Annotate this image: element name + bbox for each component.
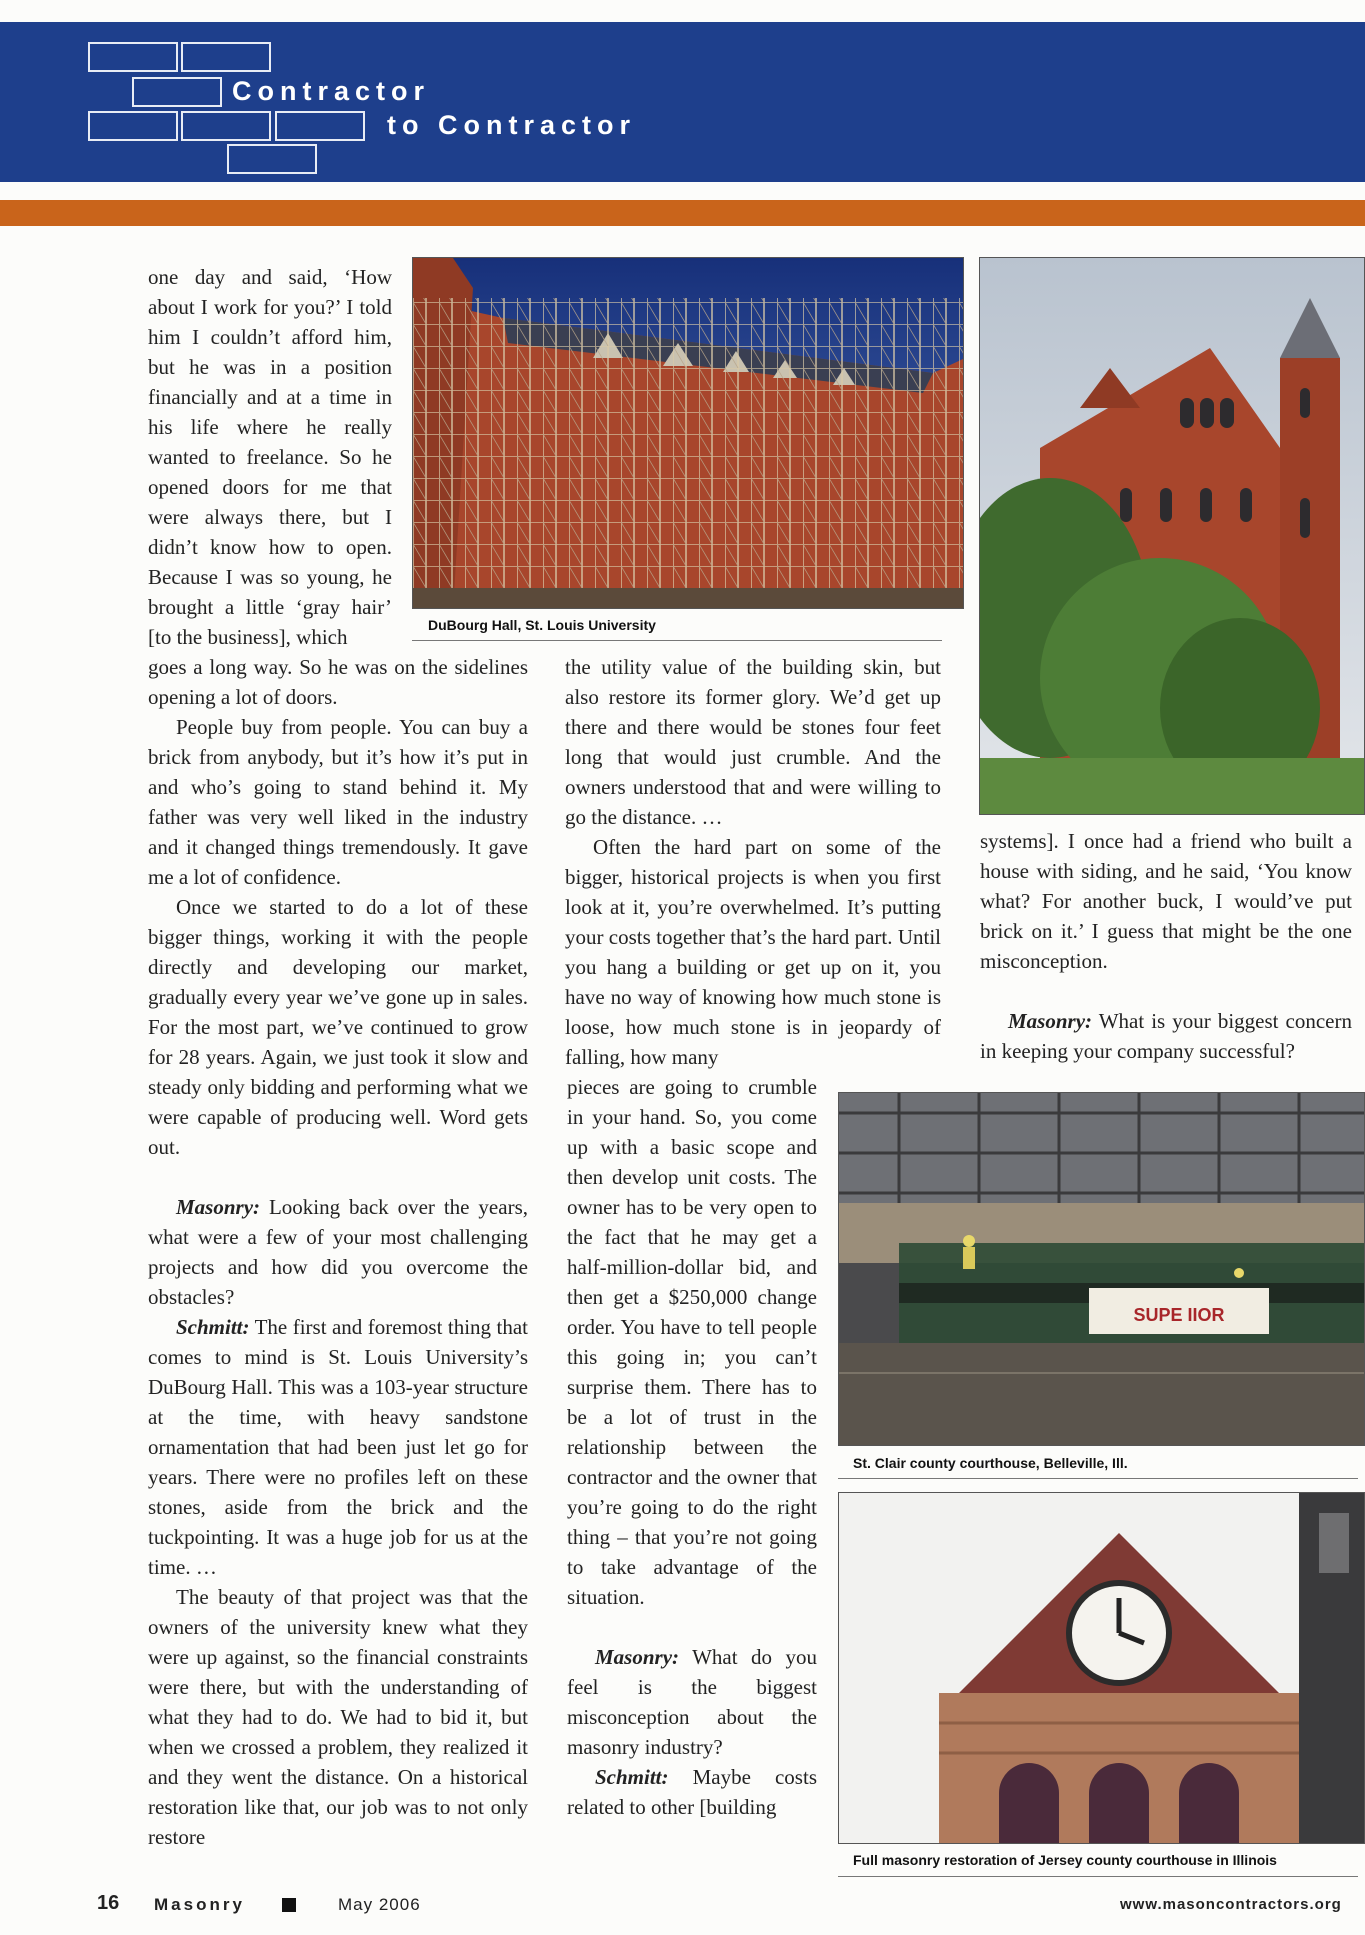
st-clair-courthouse-photo (838, 1092, 1365, 1446)
brick-logo-block (181, 111, 271, 141)
magazine-name: Masonry (154, 1895, 245, 1914)
brick-logo-block (227, 144, 317, 174)
caption-rule (838, 1478, 1358, 1479)
answer-paragraph: Schmitt: Maybe costs related to other [building (567, 1765, 817, 1819)
paragraph: the utility value of the building skin, but also restore its former glory. We’d get up there and there would be stones four feet long that would just crumble. And the owners understood that and were willing to go the distance. … (565, 655, 941, 829)
section-title-line1: Contractor (232, 76, 431, 106)
st-clair-caption: St. Clair county courthouse, Belleville, Ill. (853, 1455, 1128, 1471)
banner-text: SUPE IIOR (1133, 1305, 1225, 1325)
paragraph: one day and said, ‘How about I work for you?’ I told him I couldn’t afford him, but he was in a position financially and at a time in his life where he really wanted to freelance. So he opened doors for me that were always there, but I didn’t know how to open. Because I was so young, he brought a little ‘gray hair’ [to the business], which (148, 265, 392, 649)
question-paragraph: Masonry: Looking back over the years, what were a few of your most challenging projects and how did you overcome the obstacles? (148, 1195, 528, 1309)
page-number: 16 (97, 1892, 120, 1914)
brick-building-photo (979, 257, 1365, 815)
brick-logo-block (88, 42, 178, 72)
website-url: www.masoncontractors.org (1120, 1896, 1342, 1913)
paragraph: goes a long way. So he was on the sidelines opening a lot of doors. (148, 655, 528, 709)
paragraph: The beauty of that project was that the owners of the university knew what they were up against, so the financial constraints were there, but with the understanding of what they had to do. We had to bid it, but when we crossed a problem, they realized it and they went the distance. On a historical restoration like that, our job was to not only restore (148, 1585, 528, 1849)
question-paragraph: Masonry: What do you feel is the biggest misconception about the masonry industry? (567, 1645, 817, 1759)
paragraph: Once we started to do a lot of these bigger things, working it with the people directly and developing our market, gradually every year we’ve gone up in sales. For the most part, we’ve continued to grow for 28 years. Again, we just took it slow and steady only bidding and performing what we were capable of producing well. Word gets out. (148, 895, 528, 1159)
banner-gap (0, 182, 1365, 200)
brick-logo-block (132, 77, 222, 107)
speaker-label: Schmitt: (176, 1315, 250, 1339)
speaker-label: Schmitt: (595, 1765, 669, 1789)
article-column-2-narrow (567, 1072, 817, 1822)
orange-stripe (0, 200, 1365, 226)
caption-rule (838, 1876, 1358, 1877)
jersey-courthouse-photo (838, 1492, 1365, 1844)
speaker-label: Masonry: (595, 1645, 680, 1669)
paragraph: Often the hard part on some of the bigger, historical projects is when you first look at it, you’re overwhelmed. It’s putting your costs together that’s the hard part. Until you hang a building or get up on it, you have no way of knowing how much stone is loose, how much stone is in jeopardy of falling, how many (565, 835, 941, 1069)
issue-date: May 2006 (338, 1895, 421, 1914)
speaker-label: Masonry: (1008, 1009, 1093, 1033)
question-paragraph: Masonry: What is your biggest concern in keeping your company successful? (980, 1009, 1352, 1063)
dubourg-hall-photo (412, 257, 964, 609)
footer-square-icon (282, 1898, 296, 1912)
section-title-line2: to Contractor (387, 110, 636, 140)
article-column-1 (148, 652, 528, 1852)
caption-rule (412, 640, 942, 641)
st-clair-courthouse-image (839, 1093, 1365, 1446)
dubourg-hall-image (413, 258, 964, 609)
brick-logo-block (275, 111, 365, 141)
paragraph: pieces are going to crumble in your hand. So, you come up with a basic scope and then develop unit costs. The owner has to be very open to the fact that he may get a half-million-dollar bid, and then get a $250,000 change order. You have to tell people this going in; you can’t surprise them. There has to be a lot of trust in the relationship between the contractor and the owner that you’re going to do the right thing – that you’re not going to take advantage of the situation. (567, 1075, 817, 1609)
jersey-courthouse-image (839, 1493, 1365, 1844)
brick-logo-block (88, 111, 178, 141)
speaker-label: Masonry: (176, 1195, 261, 1219)
jersey-caption: Full masonry restoration of Jersey county courthouse in Illinois (853, 1852, 1277, 1868)
article-column-3 (980, 826, 1352, 1066)
dubourg-caption: DuBourg Hall, St. Louis University (428, 617, 656, 633)
brick-logo-block (181, 42, 271, 72)
paragraph: People buy from people. You can buy a brick from anybody, but it’s how it’s put in and who’s going to stand behind it. My father was very well liked in the industry and it changed things tremendously. It gave me a lot of confidence. (148, 715, 528, 889)
header-banner (0, 22, 1365, 182)
article-column-1-top (148, 262, 392, 652)
article-column-2 (565, 652, 941, 1072)
answer-paragraph: Schmitt: The first and foremost thing that comes to mind is St. Louis University’s DuBourg Hall. This was a 103-year structure at the time, with heavy sandstone ornamentation that had been just let go for years. There were no profiles left on these stones, aside from the brick and the tuckpointing. It was a huge job for us at the time. … (148, 1315, 528, 1579)
brick-building-image (980, 258, 1365, 815)
paragraph: systems]. I once had a friend who built a house with siding, and he said, ‘You know what? For another buck, I would’ve put brick on it.’ I guess that might be the one misconception. (980, 829, 1352, 973)
